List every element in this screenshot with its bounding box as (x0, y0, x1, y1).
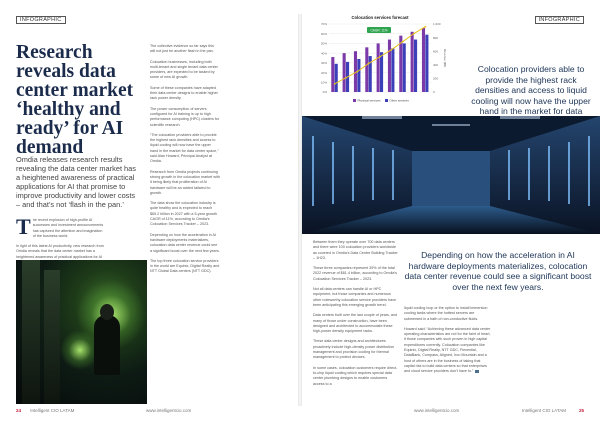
chart-bar (422, 28, 425, 92)
chart-legend-label: Other services (389, 98, 409, 103)
chart-bar (388, 40, 391, 92)
infographic-tag-left: INFOGRAPHIC (16, 16, 66, 24)
chart-y-left-tick: 30% (320, 61, 327, 66)
chart-bar (335, 64, 338, 92)
chart-bar (425, 35, 428, 92)
col2-paragraph: The top three colocation service providers in the world are Equinix, Digital Realty and NTT Global Data centers (NTT GDC). (150, 258, 220, 274)
footer-right (304, 407, 584, 415)
column-2 (150, 44, 220, 280)
chart-growth-point (356, 71, 358, 73)
page-number-left: 24 (16, 408, 22, 413)
chart-y-left-tick: 60% (320, 31, 327, 36)
article-headline: Research reveals data center market ‘healthy and ready’ for AI demand (16, 42, 134, 158)
chart-y-right-tick: 0 (433, 90, 435, 95)
chart-title: Colocation services forecast (351, 15, 409, 20)
chart-y-left-tick: 0% (322, 90, 327, 95)
chart-growth-point (368, 63, 370, 65)
col2-paragraph: Depending on how the acceleration in AI hardware deployments materializes, colocation data center revenue could see a significant boost over the next few years. (150, 232, 220, 253)
footer-url-right[interactable]: www.intelligentcio.com (414, 408, 460, 413)
chart-bar (380, 52, 383, 92)
chart-growth-point (345, 77, 347, 79)
col2-paragraph: The power consumption of servers configured for AI training is up to high performance computing (HPC) clusters for scientific research. (150, 106, 220, 127)
chart-bar (411, 32, 414, 92)
col4-paragraph: liquid cooling loop or the option to install immersion cooling tanks where the hottest servers are submersed in a bath of non-conductive fluids. (404, 306, 488, 321)
col3-paragraph: Between them they operate over 700 data centers and there were 100 colocation providers worldwide as covered in Omdia’s Data Centre Building Tracker – 1H23. (313, 240, 398, 260)
infographic-tag-right: INFOGRAPHIC (535, 16, 585, 24)
col2-paragraph: The data show the colocation industry is quite healthy and is expected to reach $65.2 billion in 2027 with a 5-year growth CAGR of 11%, according to Omdia’s Colocation Services Tracker – 2023. (150, 201, 218, 227)
chart-bar (403, 43, 406, 92)
col2-paragraph: Research from Omdia projects continuing strong growth in the colocation market with it being likely that proliferation of AI hardware will be an added tailwind to growth. (150, 169, 220, 195)
pull-quote-top: Colocation providers able to provide the highest rack densities and access to liquid cooling will now have the upper hand in the market for data (471, 64, 591, 116)
intro-paragraph-1: he recent explosion of high-profile AI successes and investment announcements has captured the attention and imagination of the business world. (32, 218, 104, 238)
chart-svg (313, 12, 447, 109)
chart-y-left-tick: 70% (320, 22, 327, 27)
chart-y-right-tick: 400 (433, 63, 439, 67)
footer-left (16, 407, 296, 415)
chart-y-right-tick: 800 (433, 35, 439, 40)
chart-y-right-tick: 1,000 (433, 22, 441, 27)
chart-legend-swatch (353, 99, 356, 102)
server-room-photo (302, 116, 600, 234)
col4-paragraph: Howard said: “Achieving these advanced data center operating characteristics are not for the faint of heart, if those companies with such proven in high capital expenditures currently. Colocation companies like Equinix, Digital Realty, NTT GDC, Flexential, DataBank, Compass, Aligned, Iron Mountain and a host of others are in the business of taking that capital risk to build data centers so that enterprises and cloud service providers don’t have to.” (404, 326, 491, 374)
page-number-right: 25 (578, 408, 584, 413)
chart-bar (343, 53, 346, 92)
chart-y-left-tick: 50% (320, 41, 327, 46)
footer-brand-left: Intelligent CIO LATAM (30, 408, 75, 413)
end-of-article-icon (475, 370, 479, 374)
chart-bar (331, 57, 334, 92)
chart-growth-point (402, 41, 404, 43)
chart-growth-point (379, 56, 381, 58)
chart-bar (377, 43, 380, 92)
chart-growth-point (334, 83, 336, 85)
footer-url-left[interactable]: www.intelligentcio.com (146, 408, 192, 413)
pull-quote-mid: Depending on how the acceleration in AI hardware deployments materializes, colocation data center revenue could see a significant boost over the next few years. (404, 250, 592, 292)
chart-y-left-tick: 10% (320, 80, 327, 85)
col3-paragraph: These data center designs and architectures proactively include high-density power distribution management and provision cooling for thermal management to protect devices. (313, 339, 395, 360)
col3-paragraph: Data centers built over the last couple of years, and many of those under construction, have been designed and architected to accommodate these high-power density equipment racks. (313, 313, 398, 334)
chart-y-right-tick: 200 (433, 76, 439, 81)
intro-paragraph-2: In light of this latest AI productivity, new research from Omdia reveals that the data center market has a heightened awareness of practical applications for AI (16, 244, 104, 259)
col2-paragraph: Some of these companies have adapted their data center designs to enable higher rack power density. (150, 85, 218, 101)
chart-growth-point (424, 26, 426, 28)
chart-y-right-label: Revenue ($B) (443, 48, 447, 68)
chart-growth-point (413, 33, 415, 35)
chart-cagr-label: CAGR: 11% (370, 28, 388, 33)
column-4 (404, 306, 492, 380)
chart-bar (391, 48, 394, 92)
chart-bar (357, 59, 360, 92)
drop-cap: T (16, 214, 31, 239)
col2-paragraph: Colocation businesses, including both multi-tenant and single tenant data center providers, are expected to be tasked by some of new AI growth. (150, 59, 218, 80)
footer-brand-right: Intelligent CIO LATAM (521, 408, 566, 413)
colocation-chart (313, 12, 447, 109)
col2-paragraph: “The colocation providers able to provide the highest rack densities and access to liquid cooling will now have the upper hand in the market for data center space,” said Alan Howard, Principal Analyst at Omdia. (150, 132, 219, 164)
data-center-engineer-photo (16, 260, 147, 404)
col2-paragraph: The collective evidence so far says this will not just be another flash in the pan. (150, 44, 214, 54)
col3-paragraph: Not all data centers can handle AI or HPC equipment, but those companies and numerous other noteworthy colocation service providers have been anticipating this emerging growth trend. (313, 287, 397, 307)
column-3 (313, 240, 399, 392)
chart-y-left-tick: 40% (320, 51, 327, 56)
chart-bar (414, 40, 417, 92)
chart-y-left-tick: 20% (320, 70, 327, 75)
chart-legend-swatch (385, 99, 388, 102)
chart-y-right-tick: 600 (433, 49, 439, 54)
col3-paragraph: In some cases, colocation customers require direct-to-chip liquid cooling which requires special data center plumbing designs to enable customers access to a (313, 365, 398, 386)
chart-legend-label: Physical services (357, 98, 381, 103)
col3-paragraph: These three companies represent 39% of the total 2022 revenue of $61.4 billion, according to Omdia’s Colocation Services Tracker – 2023. (313, 266, 397, 281)
chart-growth-point (390, 49, 392, 51)
article-kicker: Omdia releases research results revealing the data center market has a heightened awareness of practical applications for AI that promise to improve productivity and lower costs – and that’s not ‘flash in the pan.’ (16, 155, 136, 209)
chart-bar (365, 47, 368, 92)
